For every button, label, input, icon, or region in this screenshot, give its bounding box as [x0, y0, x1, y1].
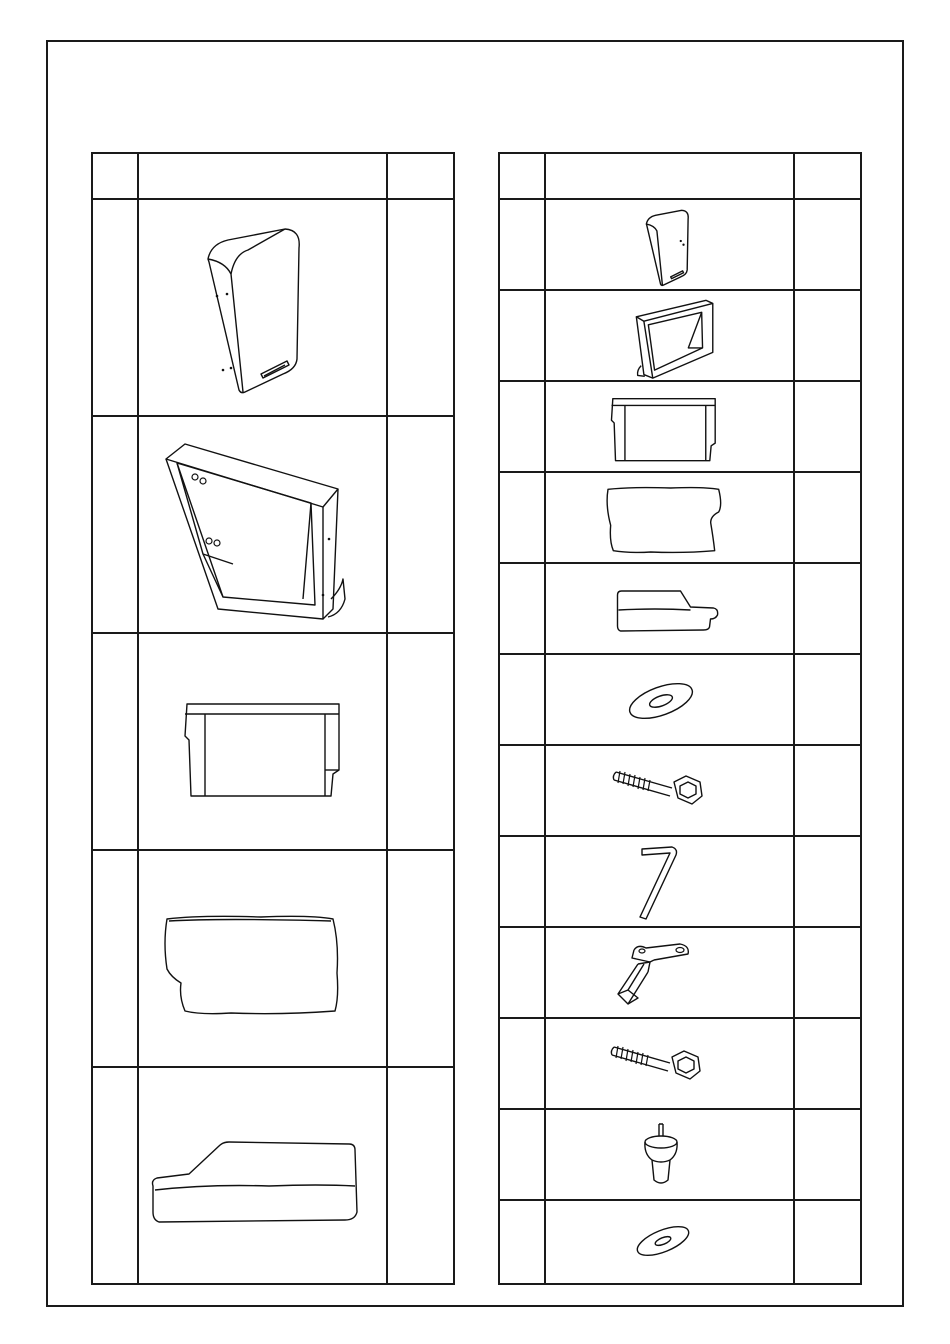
hex-bolt-icon: [610, 1037, 704, 1093]
arm-cushion-icon: [614, 590, 722, 632]
allen-key-icon: [636, 843, 686, 923]
furniture-foot-icon: [638, 1122, 684, 1188]
header-quantity: [795, 154, 860, 198]
part-number: [500, 564, 544, 653]
armrest-panel-icon: [610, 396, 718, 462]
part-number: [93, 634, 137, 849]
table-row: [500, 1017, 860, 1108]
armrest-panel-icon: [185, 700, 341, 798]
table-row: [500, 653, 860, 744]
backrest-panel-icon: [203, 224, 303, 394]
header-quantity: [388, 154, 453, 198]
connector-bracket-icon: [614, 942, 694, 1008]
part-number: [93, 1068, 137, 1285]
header-number: [500, 154, 544, 198]
table-row: [93, 1066, 453, 1285]
part-number: [500, 928, 544, 1017]
table-row: [500, 744, 860, 835]
table-row: [500, 926, 860, 1017]
hex-bolt-icon: [612, 762, 706, 818]
table-header: [500, 154, 860, 198]
table-row: [500, 562, 860, 653]
backrest-panel-icon: [643, 208, 691, 286]
part-number: [93, 851, 137, 1066]
seat-cushion-icon: [161, 913, 341, 1017]
table-row: [500, 835, 860, 926]
table-row: [500, 380, 860, 471]
part-number: [500, 200, 544, 289]
table-row: [500, 1199, 860, 1285]
header-description: [139, 154, 386, 198]
table-header: [93, 154, 453, 198]
seat-frame-icon: [632, 299, 718, 379]
table-row: [93, 849, 453, 1066]
table-row: [93, 415, 453, 632]
part-number: [500, 1019, 544, 1108]
table-row: [93, 198, 453, 415]
part-number: [500, 655, 544, 744]
table-row: [93, 632, 453, 849]
part-number: [500, 291, 544, 380]
table-row: [500, 198, 860, 289]
part-number: [500, 746, 544, 835]
part-number: [93, 417, 137, 632]
part-number: [500, 1110, 544, 1199]
header-description: [546, 154, 793, 198]
part-number: [93, 200, 137, 415]
parts-table-right: [498, 152, 862, 1285]
part-number: [500, 837, 544, 926]
arm-cushion-icon: [149, 1140, 359, 1224]
part-number: [500, 1201, 544, 1285]
part-number: [500, 382, 544, 471]
part-number: [500, 473, 544, 562]
washer-icon: [634, 1223, 692, 1259]
seat-frame-icon: [163, 439, 343, 619]
table-row: [500, 1108, 860, 1199]
washer-icon: [626, 681, 696, 721]
table-row: [500, 471, 860, 562]
seat-cushion-icon: [604, 485, 724, 555]
table-row: [500, 289, 860, 380]
parts-table-left: [91, 152, 455, 1285]
header-number: [93, 154, 137, 198]
